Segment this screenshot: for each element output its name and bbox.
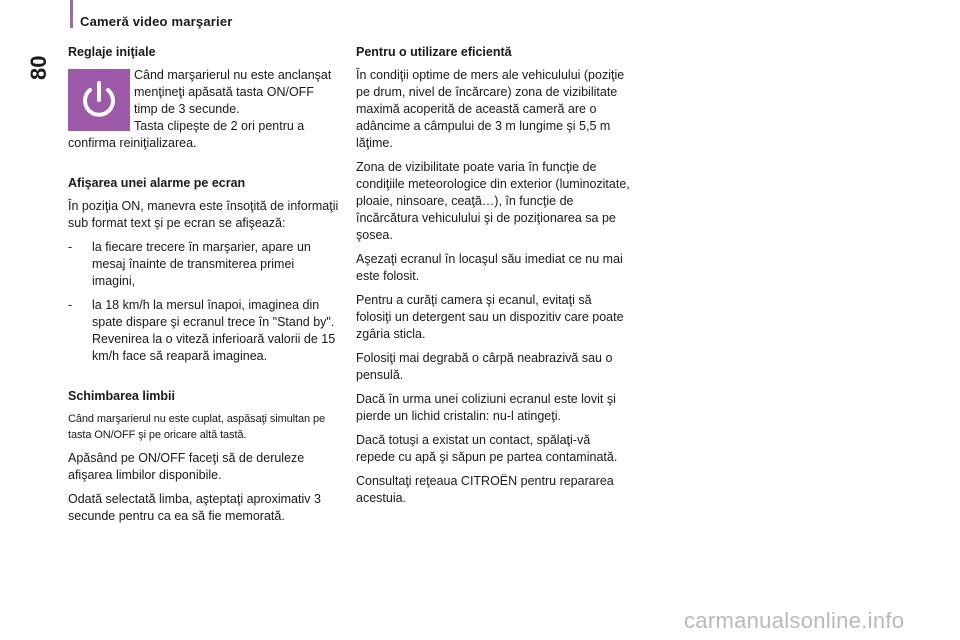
efficient-use-paragraph: Aşezaţi ecranul în locaşul său imediat ce nu mai este folosit.	[356, 252, 623, 283]
initial-settings-heading: Reglaje iniţiale	[68, 45, 156, 59]
language-change-paragraph-1: Apăsând pe ON/OFF faceţi să de deruleze afişarea limbilor disponibile.	[68, 451, 305, 482]
power-icon	[68, 69, 130, 131]
list-item-text: la fiecare trecere în marşarier, apare un mesaj înainte de transmiterea primei imagini,	[92, 240, 311, 288]
right-column	[356, 44, 630, 514]
initial-settings-block	[68, 67, 340, 152]
page-number: 80	[26, 55, 51, 80]
alarm-display-paragraph: În poziţia ON, manevra este însoţită de informaţii sub format text şi pe ecran se afişează:	[68, 199, 339, 230]
efficient-use-paragraph: Consultaţi reţeaua CITROËN pentru repararea acestuia.	[356, 474, 614, 505]
list-item-dash: -	[68, 298, 73, 312]
list-item-text: la 18 km/h la mersul înapoi, imaginea din spate dispare şi ecranul trece în "Stand by". Revenirea la o viteză inferioară valorii de 15 km/h face să reapară imaginea.	[92, 298, 336, 363]
efficient-use-paragraph: Pentru a curăţi camera şi ecanul, evitaţi să folosiţi un detergent sau un dispozitiv care poate zgâria sticla.	[356, 293, 624, 341]
list-item	[68, 239, 340, 290]
efficient-use-paragraph: Dacă în urma unei coliziuni ecranul este lovit şi pierde un lichid cristalin: nu-l atingeţi.	[356, 392, 616, 423]
initial-settings-tail-a: Tasta clipeşte de 2 ori pentru a	[134, 119, 305, 133]
efficient-use-paragraph: Folosiţi mai degrabă o cârpă neabrazivă sau o pensulă.	[356, 351, 613, 382]
efficient-use-paragraph: Zona de vizibilitate poate varia în funcţie de condiţiile meteorologice din exterior (luminozitate, ploaie, ninsoare, ceaţă…), în funcţie de încărcătura vehiculului şi de poziţionarea sa pe şosea.	[356, 160, 630, 242]
efficient-use-paragraph: Dacă totuşi a existat un contact, spălaţi-vă repede cu apă şi săpun pe partea contaminată.	[356, 433, 618, 464]
language-change-paragraph-2: Odată selectată limba, aşteptaţi aproximativ 3 secunde pentru ca ea să fie memorată.	[68, 492, 321, 523]
alarm-display-heading: Afişarea unei alarme pe ecran	[68, 176, 246, 190]
left-column	[68, 44, 340, 532]
power-button-illustration	[68, 69, 130, 131]
efficient-use-paragraph: În condiţii optime de mers ale vehiculului (poziţie pe drum, nivel de încărcare) zona de vizibilitate maximă acoperită de această cameră are o adâncime a câmpului de 3 m lungime şi 5,5 m lăţime.	[356, 68, 625, 150]
language-change-heading: Schimbarea limbii	[68, 389, 175, 403]
efficient-use-heading: Pentru o utilizare eficientă	[356, 45, 512, 59]
header-accent-bar	[70, 0, 73, 28]
initial-settings-tail-b: confirma reiniţializarea.	[68, 136, 197, 150]
page-header-title: Cameră video marşarier	[80, 14, 233, 29]
list-item	[68, 297, 340, 365]
initial-settings-intro: Când marşarierul nu este anclanşat menţineţi apăsată tasta ON/OFF timp de 3 secunde.	[134, 68, 332, 116]
list-item-dash: -	[68, 240, 73, 254]
watermark-text: carmanualsonline.info	[684, 608, 905, 633]
language-change-note: Când marşarierul nu este cuplat, aspăsaţi simultan pe tasta ON/OFF şi pe oricare altă tastă.	[68, 413, 326, 441]
